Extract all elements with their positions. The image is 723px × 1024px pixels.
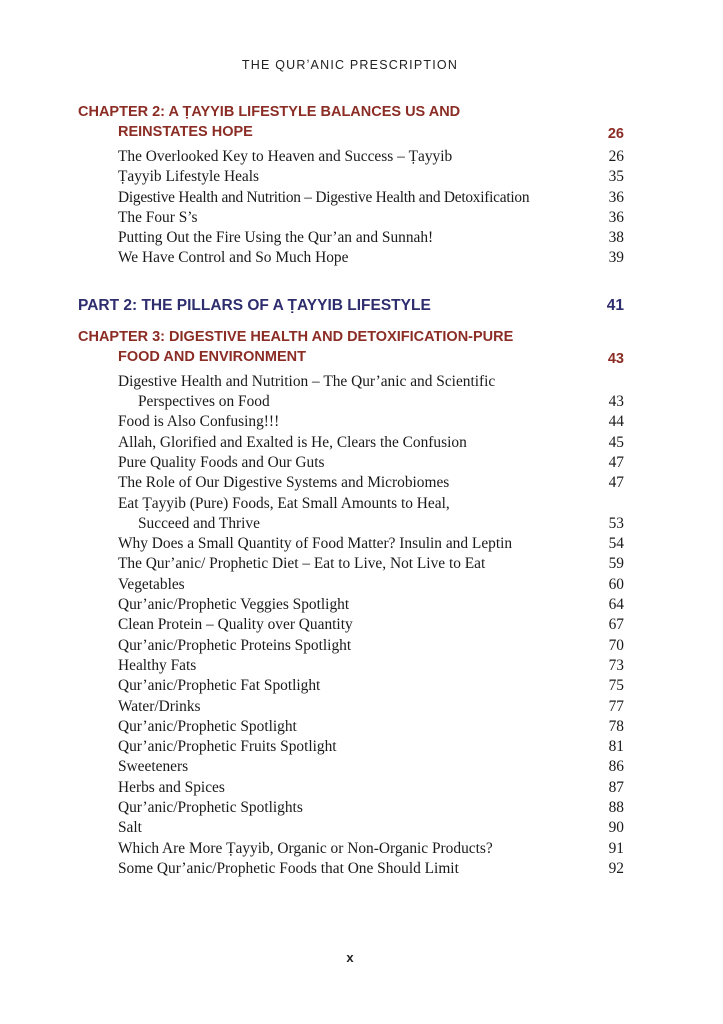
table-of-contents: [78, 102, 624, 879]
chapter-3-heading: [78, 327, 624, 367]
chapter-2-page: 26: [607, 126, 624, 142]
toc-entry-title: Sweeteners: [118, 758, 189, 776]
toc-entry: [78, 228, 624, 248]
toc-entry-title: Putting Out the Fire Using the Qur’an and Sunnah!: [118, 229, 434, 247]
toc-entry-page: 78: [608, 717, 624, 735]
part-2-title: PART 2: THE PILLARS OF A ṬAYYIB LIFESTYLE: [78, 296, 431, 314]
toc-entry: [78, 554, 624, 574]
toc-entry-title: Healthy Fats: [118, 656, 197, 674]
toc-entry-title: Herbs and Spices: [118, 778, 225, 796]
running-head: THE QURʼANIC PRESCRIPTION: [241, 58, 459, 72]
toc-entry-title: Why Does a Small Quantity of Food Matter? Insulin and Leptin: [118, 535, 513, 553]
toc-entry-title: Qur’anic/Prophetic Proteins Spotlight: [118, 636, 352, 654]
toc-entry: [78, 656, 624, 676]
toc-entry-page: 64: [608, 596, 624, 614]
toc-entry: [78, 636, 624, 656]
chapter-3-entries: [78, 372, 624, 879]
toc-entry: [78, 697, 624, 717]
toc-entry: [78, 433, 624, 453]
toc-entry: [78, 248, 624, 268]
toc-entry-page: 45: [608, 433, 624, 451]
toc-entry: [78, 494, 624, 535]
toc-entry-page: 54: [608, 535, 624, 553]
toc-entry-page: 70: [608, 636, 624, 654]
toc-entry-page: 47: [608, 453, 624, 471]
toc-entry: [78, 798, 624, 818]
toc-entry-page: 81: [608, 738, 624, 756]
toc-entry-title: We Have Control and So Much Hope: [118, 249, 349, 267]
toc-entry-page: 36: [608, 208, 624, 226]
toc-entry: [78, 778, 624, 798]
toc-entry-page: 90: [608, 819, 624, 837]
toc-entry-title: The Four S’s: [118, 208, 198, 226]
toc-entry-page: 91: [608, 839, 624, 857]
toc-entry: [78, 859, 624, 879]
toc-entry: [78, 818, 624, 838]
toc-entry-page: 75: [608, 677, 624, 695]
chapter-3-page: 43: [607, 350, 624, 367]
toc-entry-title: Qur’anic/Prophetic Fruits Spotlight: [118, 738, 337, 756]
toc-entry-page: 88: [608, 799, 624, 817]
chapter-3-title-line2: FOOD AND ENVIRONMENT: [118, 348, 306, 365]
toc-entry-page: 60: [608, 575, 624, 593]
chapter-2-heading: [78, 102, 624, 142]
chapter-3-title-line1: CHAPTER 3: DIGESTIVE HEALTH AND DETOXIFICATION-PURE: [78, 328, 514, 345]
toc-entry-title: Some Qur’anic/Prophetic Foods that One Should Limit: [118, 859, 459, 877]
toc-entry-page: 77: [608, 697, 624, 715]
toc-entry: [78, 534, 624, 554]
toc-entry-title: Allah, Glorified and Exalted is He, Clears the Confusion: [118, 433, 467, 451]
toc-entry-page: 36: [608, 188, 624, 206]
toc-entry: [78, 188, 624, 208]
toc-entry-page: 59: [608, 555, 624, 573]
toc-entry-page: 35: [608, 168, 624, 186]
toc-entry: [78, 839, 624, 859]
toc-entry: [78, 167, 624, 187]
toc-entry: [78, 453, 624, 473]
toc-entry: [78, 208, 624, 228]
toc-entry: [78, 147, 624, 167]
toc-entry-title-line2: Succeed and Thrive: [138, 514, 260, 532]
toc-entry: [78, 737, 624, 757]
toc-entry-title-line2: Perspectives on Food: [138, 393, 270, 411]
toc-entry-title: Qur’anic/Prophetic Fat Spotlight: [118, 677, 321, 695]
toc-entry-title: Ṭayyib Lifestyle Heals: [118, 168, 260, 186]
toc-entry: [78, 717, 624, 737]
toc-entry-page: 87: [608, 778, 624, 796]
toc-entry-page: 67: [608, 616, 624, 634]
chapter-2-entries: [78, 147, 624, 269]
toc-entry-page: 53: [608, 514, 624, 532]
toc-entry-title: The Qur’anic/ Prophetic Diet – Eat to Live, Not Live to Eat: [118, 555, 486, 573]
toc-entry-title-line1: Digestive Health and Nutrition – The Qur’anic and Scientific: [118, 372, 496, 390]
toc-entry: [78, 615, 624, 635]
toc-entry-title: The Overlooked Key to Heaven and Success – Ṭayyib: [118, 148, 453, 165]
chapter-2-title-line1: CHAPTER 2: A ṬAYYIB LIFESTYLE BALANCES US AND: [78, 104, 461, 120]
toc-entry-title: Qur’anic/Prophetic Spotlights: [118, 799, 303, 817]
toc-entry-title: Food is Also Confusing!!!: [118, 413, 280, 431]
toc-entry: [78, 575, 624, 595]
toc-entry-title-line1: Eat Ṭayyib (Pure) Foods, Eat Small Amounts to Heal,: [118, 494, 450, 512]
toc-entry-page: 47: [608, 474, 624, 492]
toc-entry-page: 86: [608, 758, 624, 776]
toc-entry-title: Water/Drinks: [118, 697, 201, 715]
toc-entry-title: Which Are More Ṭayyib, Organic or Non-Organic Products?: [118, 839, 493, 857]
toc-entry-page: 39: [608, 249, 624, 267]
toc-entry: [78, 676, 624, 696]
toc-entry: [78, 372, 624, 413]
toc-entry: [78, 412, 624, 432]
toc-entry-page: 43: [608, 393, 624, 411]
page-number: x: [346, 950, 354, 965]
toc-entry-page: 73: [608, 656, 624, 674]
part-2-page: 41: [606, 296, 624, 314]
toc-entry-page: 38: [608, 229, 624, 247]
toc-entry-title: Clean Protein – Quality over Quantity: [118, 616, 353, 634]
toc-entry: [78, 473, 624, 493]
toc-entry-title: Qur’anic/Prophetic Spotlight: [118, 717, 297, 735]
toc-entry-title: Digestive Health and Nutrition – Digestive Health and Detoxification: [118, 188, 530, 206]
toc-entry-title: Qur’anic/Prophetic Veggies Spotlight: [118, 596, 350, 614]
toc-entry: [78, 595, 624, 615]
toc-entry-page: 44: [608, 413, 624, 431]
toc-entry-page: 92: [608, 859, 624, 877]
toc-entry-title: Vegetables: [118, 575, 185, 593]
part-2-heading: [78, 295, 624, 317]
toc-entry: [78, 757, 624, 777]
chapter-2-title-line2: REINSTATES HOPE: [118, 124, 253, 140]
toc-entry-title: Salt: [118, 819, 142, 837]
toc-entry-title: The Role of Our Digestive Systems and Microbiomes: [118, 474, 450, 492]
toc-entry-page: 26: [608, 148, 624, 165]
toc-entry-title: Pure Quality Foods and Our Guts: [118, 453, 325, 471]
